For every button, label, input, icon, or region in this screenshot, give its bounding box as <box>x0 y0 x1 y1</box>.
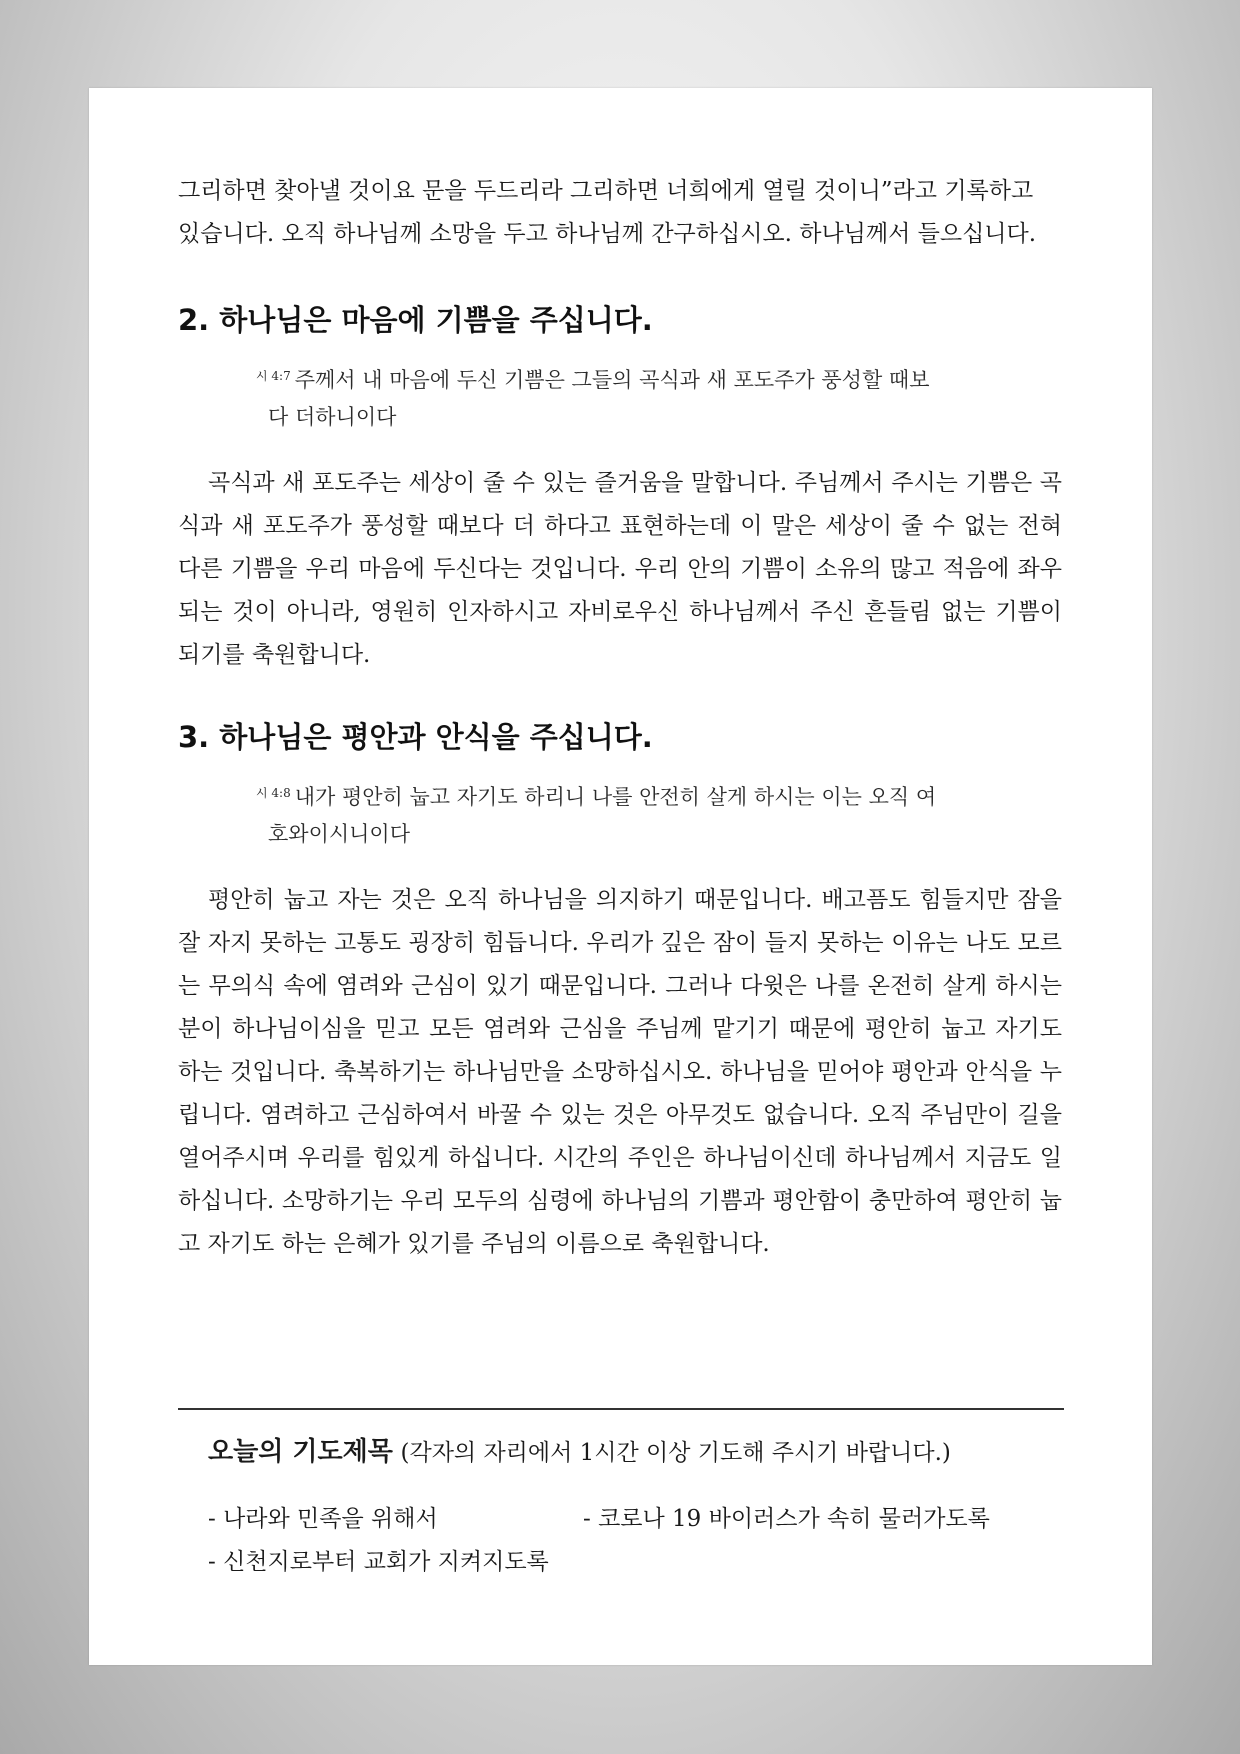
prayer-item: - 신천지로부터 교회가 지켜지도록 <box>208 1549 549 1575</box>
section-3-body: 평안히 눕고 자는 것은 오직 하나님을 의지하기 때문입니다. 배고픔도 힘들지만 잠을 잘 자지 못하는 고통도 굉장히 힘듭니다. 우리가 깊은 잠이 들지 못하는 이유는 나도 모르는 무의식 속에 염려와 근심이 있기 때문입니다. 그러나 다윗은 나를 온전히 살게 하시는 분이 하나님이심을 믿고 모든 염려와 근심을 주님께 맡기기 때문에 평안히 눕고 자기도 하는 것입니다. 축복하기는 하나님만을 소망하십시오. 하나님을 믿어야 평안과 안식을 누립니다. 염려하고 근심하여서 바꿀 수 있는 것은 아무것도 없습니다. 오직 주님만이 길을 열어주시며 우리를 힘있게 하십니다. 시간의 주인은 하나님이신데 하나님께서 지금도 일하십니다. 소망하기는 우리 모두의 심령에 하나님의 기쁨과 평안함이 충만하여 평안히 눕고 자기도 하는 은혜가 있기를 주님의 이름으로 축원합니다. <box>178 887 1062 1257</box>
section-2-body: 곡식과 새 포도주는 세상이 줄 수 있는 즐거움을 말합니다. 주님께서 주시는 기쁨은 곡식과 새 포도주가 풍성할 때보다 더 하다고 표현하는데 이 말은 세상이 줄 수 없는 전혀 다른 기쁨을 우리 마음에 두신다는 것입니다. 우리 안의 기쁨이 소유의 많고 적음에 좌우되는 것이 아니라, 영원히 인자하시고 자비로우신 하나님께서 주신 흔들림 없는 기쁨이 되기를 축원합니다. <box>178 470 1062 668</box>
prayer-item: - 나라와 민족을 위해서 <box>208 1506 438 1532</box>
prayer-list <box>208 1501 1064 1591</box>
section-3-verse <box>256 775 996 853</box>
prayer-title-line <box>208 1434 1064 1471</box>
prayer-note: (각자의 자리에서 1시간 이상 기도해 주시기 바랍니다.) <box>400 1440 951 1466</box>
document-page <box>89 88 1152 1665</box>
verse-reference: 시 4:8 <box>256 786 291 800</box>
section-3-heading: 3. 하나님은 평안과 안식을 주십니다. <box>178 720 653 754</box>
verse-line-2: 다 더하니이다 <box>268 405 397 429</box>
verse-line-2: 호와이시니이다 <box>268 822 411 846</box>
intro-line-1: 그리하면 찾아낼 것이요 문을 두드리라 그리하면 너희에게 열릴 것이니”라고 기록하고 <box>178 178 1034 204</box>
prayer-item: - 코로나 19 바이러스가 속히 물러가도록 <box>583 1506 990 1532</box>
intro-line-2: 있습니다. 오직 하나님께 소망을 두고 하나님께 간구하십시오. 하나님께서 들으십니다. <box>178 221 1037 247</box>
sermon-content <box>178 170 1062 1266</box>
verse-reference: 시 4:7 <box>256 369 291 383</box>
intro-paragraph <box>178 170 1062 256</box>
verse-line-1: 주께서 내 마음에 두신 기쁨은 그들의 곡식과 새 포도주가 풍성할 때보 <box>294 368 930 392</box>
prayer-title: 오늘의 기도제목 <box>208 1437 393 1467</box>
verse-line-1: 내가 평안히 눕고 자기도 하리니 나를 안전히 살게 하시는 이는 오직 여 <box>294 785 937 809</box>
section-2-heading: 2. 하나님은 마음에 기쁨을 주십니다. <box>178 303 653 337</box>
section-2-verse <box>256 358 996 436</box>
prayer-topics-box <box>178 1408 1064 1591</box>
